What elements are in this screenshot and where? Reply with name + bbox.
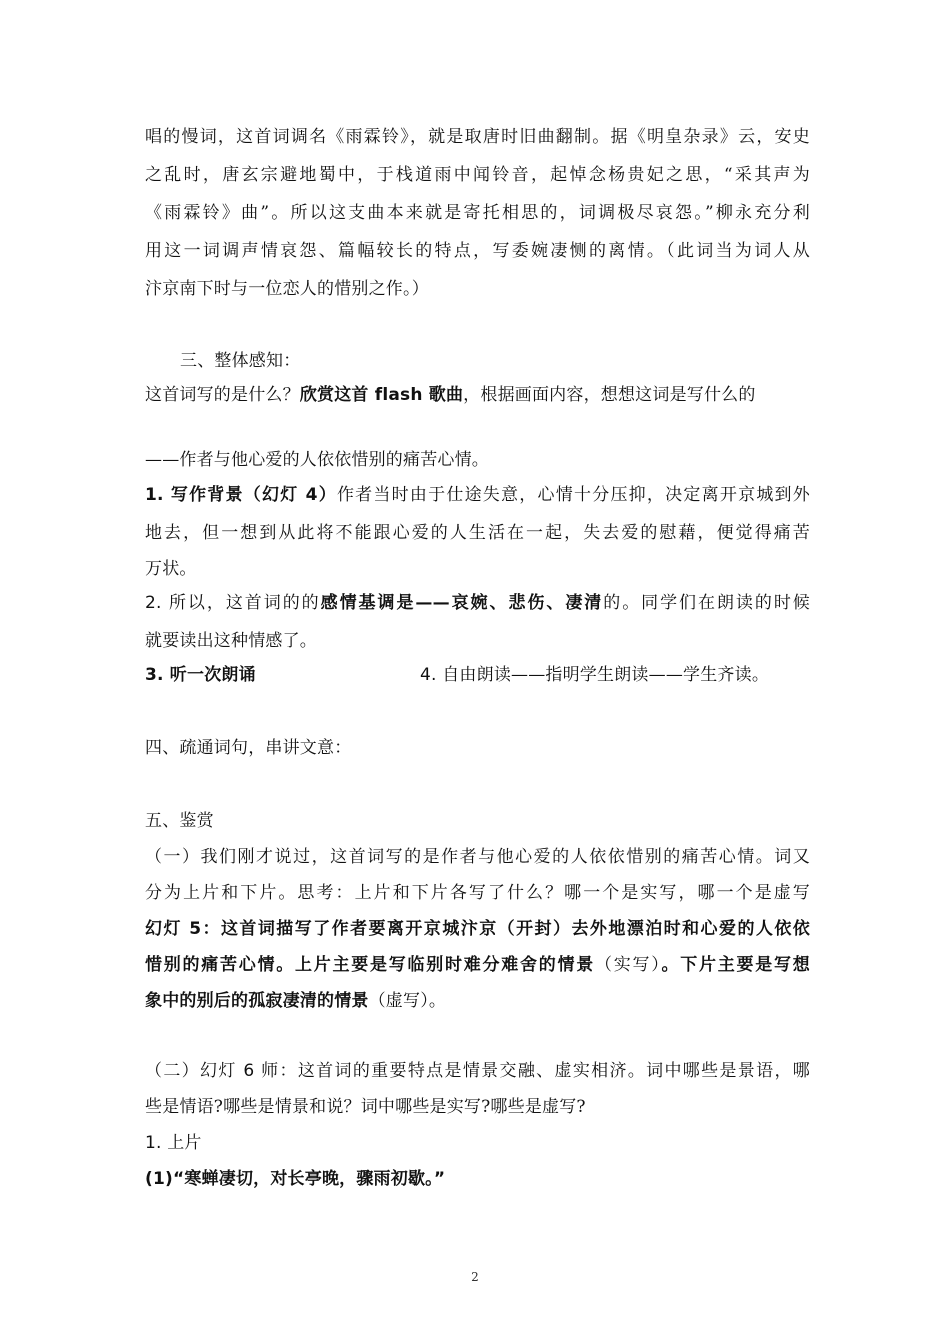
- question-line: [145, 380, 810, 405]
- item-2-line: 就要读出这种情感了。: [145, 631, 317, 651]
- paragraph-line: 《雨霖铃》曲”。所以这支曲本来就是寄托相思的，词调极尽哀怨。”柳永充分利: [145, 203, 810, 223]
- item-1-text: 作者当时由于仕途失意，心情十分压抑，决定离开京城到外: [336, 485, 810, 505]
- paragraph-line: [145, 1056, 810, 1081]
- paragraph-line: 唱的慢词，这首词调名《雨霖铃》，就是取唐时旧曲翻制。据《明皇杂录》云，安史: [145, 127, 810, 147]
- slide-5-emphasis: 惜别的痛苦心情。上片主要是写临别时难分难舍的情景: [145, 955, 596, 975]
- paragraph-line: 些是情语?哪些是情景和说？词中哪些是实写?哪些是虚写?: [145, 1097, 586, 1117]
- question-text: 这首词写的是什么？: [145, 385, 300, 405]
- item-2-lead: 2. 所以，这首词的的: [145, 593, 321, 613]
- item-1-line: 万状。: [145, 559, 197, 579]
- paragraph-line: 之乱时，唐玄宗避地蜀中，于栈道雨中闻铃音，起悼念杨贵妃之思，“采其声为: [145, 165, 810, 185]
- item-2-text: 的。同学们在朗读的时候: [603, 593, 810, 613]
- slide-5-note: （虚写）: [368, 991, 429, 1011]
- answer-line: ——作者与他心爱的人依依惜别的痛苦心情。: [145, 450, 489, 470]
- question-text: ，根据画面内容，想想这词是写什么的: [463, 385, 756, 405]
- item-3-text: 3. 听一次朗诵: [145, 665, 256, 685]
- slide-5-emphasis: 。下片主要是写想: [661, 955, 810, 975]
- slide-5-line: [145, 950, 810, 975]
- paragraph-line: 分为上片和下片。思考：上片和下片各写了什么？哪一个是实写，哪一个是虚写: [145, 883, 810, 903]
- item-4-text: 自由朗读——指明学生朗读——学生齐读。: [442, 665, 770, 685]
- paragraph-line: （一）我们刚才说过，这首词写的是作者与他心爱的人依依惜别的痛苦心情。词又: [145, 847, 810, 867]
- question-emphasis: 欣赏这首 flash 歌曲: [299, 385, 464, 405]
- paragraph-text: （二）幻灯: [145, 1061, 244, 1081]
- item-2-line: [145, 588, 810, 613]
- section-heading: 五、鉴赏: [145, 811, 214, 831]
- item-2-emphasis: 感情基调是——哀婉、悲伤、凄清: [320, 593, 604, 613]
- paragraph-line: 用这一词调声情哀怨、篇幅较长的特点，写委婉凄恻的离情。（此词当为词人从: [145, 241, 810, 261]
- slide-5-emphasis: 象中的别后的孤寂凄清的情景: [145, 991, 369, 1011]
- item-3: [145, 660, 405, 685]
- section-heading: 三、整体感知：: [180, 351, 301, 371]
- slide-5-line: [145, 986, 810, 1011]
- slide-number: 6: [243, 1061, 255, 1081]
- section-heading: 四、疏通词句，串讲文意：: [145, 738, 352, 758]
- slide-5-text: 。: [428, 991, 447, 1011]
- quote-line: (1)“寒蝉凄切，对长亭晚，骤雨初歇。”: [145, 1169, 446, 1189]
- subheading: 1. 上片: [145, 1133, 202, 1153]
- page-number: 2: [471, 1270, 479, 1284]
- paragraph-text: 师：这首词的重要特点是情景交融、虚实相济。词中哪些是景语，哪: [254, 1061, 810, 1081]
- item-4: [420, 660, 810, 685]
- item-1-line: 地去，但一想到从此将不能跟心爱的人生活在一起，失去爱的慰藉，便觉得痛苦: [145, 523, 810, 543]
- item-1-line: [145, 480, 810, 505]
- slide-5-note: （实写）: [595, 955, 662, 975]
- slide-5-line: 幻灯 5：这首词描写了作者要离开京城汴京（开封）去外地漂泊时和心爱的人依依: [145, 919, 810, 939]
- item-1-lead: 1. 写作背景（幻灯 4）: [145, 485, 337, 505]
- paragraph-line: 汴京南下时与一位恋人的惜别之作。）: [145, 279, 429, 299]
- item-4-number: 4.: [420, 665, 443, 685]
